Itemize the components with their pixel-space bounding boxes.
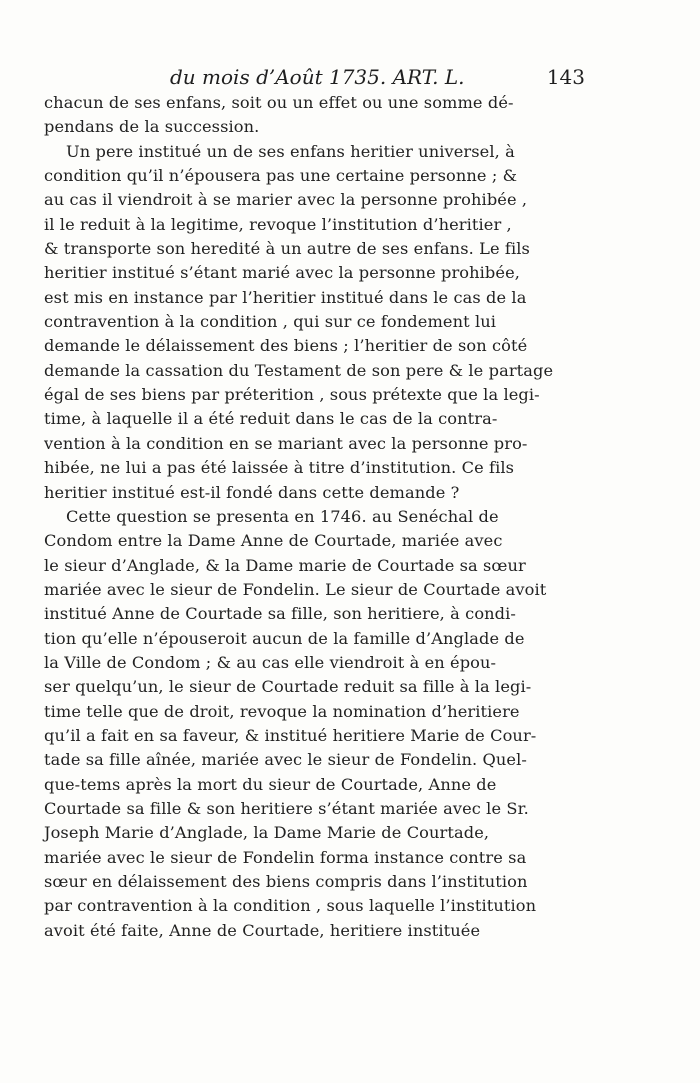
text-line: il le reduit à la legitime, revoque l’institution d’heritier , — [44, 214, 512, 234]
text-line: contravention à la condition , qui sur ce fondement lui — [44, 312, 497, 332]
text-line: demande le délaissement des biens ; l’heritier de son côté — [44, 336, 528, 356]
text-line: hibée, ne lui a pas été laissée à titre d’institution. Ce fils — [44, 458, 515, 478]
text-line: vention à la condition en se mariant avec la personne pro- — [44, 433, 528, 453]
page-number: 143 — [546, 65, 585, 89]
text-line: par contravention à la condition , sous laquelle l’institution — [44, 896, 537, 916]
text-line: au cas il viendroit à se marier avec la personne prohibée , — [44, 190, 528, 210]
text-line: condition qu’il n’épousera pas une certaine personne ; & — [44, 166, 518, 186]
body-text — [44, 91, 584, 943]
text-line: Un pere institué un de ses enfans heritier universel, à — [66, 141, 515, 161]
text-line: & transporte son heredité à un autre de ses enfans. Le fils — [44, 239, 530, 259]
text-line: heritier institué est-il fondé dans cette demande ? — [44, 482, 460, 502]
text-line: tade sa fille aînée, mariée avec le sieur de Fondelin. Quel- — [44, 750, 527, 770]
text-line: Joseph Marie d’Anglade, la Dame Marie de Courtade, — [44, 823, 490, 843]
text-line: heritier institué s’étant marié avec la personne prohibée, — [44, 263, 521, 283]
text-line: chacun de ses enfans, soit ou un effet ou une somme dé- — [44, 93, 514, 112]
page-header — [170, 63, 585, 91]
text-line: avoit été faite, Anne de Courtade, heritiere instituée — [44, 920, 481, 940]
text-line: mariée avec le sieur de Fondelin forma instance contre sa — [44, 847, 527, 867]
text-line: demande la cassation du Testament de son pere & le partage — [44, 360, 554, 380]
running-head: du mois d’Août 1735. ART. L. — [170, 65, 465, 89]
text-line: que-tems après la mort du sieur de Courtade, Anne de — [44, 774, 497, 794]
text-line: la Ville de Condom ; & au cas elle viendroit à en épou- — [44, 652, 497, 672]
text-line: le sieur d’Anglade, & la Dame marie de Courtade sa sœur — [44, 555, 526, 575]
text-line: mariée avec le sieur de Fondelin. Le sieur de Courtade avoit — [44, 579, 547, 599]
text-line: sœur en délaissement des biens compris dans l’institution — [44, 872, 528, 891]
text-line: Condom entre la Dame Anne de Courtade, mariée avec — [44, 531, 503, 551]
text-line: pendans de la succession. — [44, 117, 260, 137]
text-line: qu’il a fait en sa faveur, & institué heritiere Marie de Cour- — [44, 725, 537, 745]
text-line: institué Anne de Courtade sa fille, son heritiere, à condi- — [44, 604, 516, 624]
text-line: est mis en instance par l’heritier institué dans le cas de la — [44, 287, 527, 307]
text-line: ser quelqu’un, le sieur de Courtade reduit sa fille à la legi- — [44, 677, 532, 697]
text-line: tion qu’elle n’épouseroit aucun de la famille d’Anglade de — [44, 628, 525, 648]
text-line: Cette question se presenta en 1746. au Senéchal de — [66, 506, 499, 526]
text-line: égal de ses biens par préterition , sous prétexte que la legi- — [44, 385, 540, 405]
text-line: time telle que de droit, revoque la nomination d’heritiere — [44, 701, 520, 721]
text-line: Courtade sa fille & son heritiere s’étant mariée avec le Sr. — [44, 798, 529, 818]
text-line: time, à laquelle il a été reduit dans le cas de la contra- — [44, 409, 498, 429]
